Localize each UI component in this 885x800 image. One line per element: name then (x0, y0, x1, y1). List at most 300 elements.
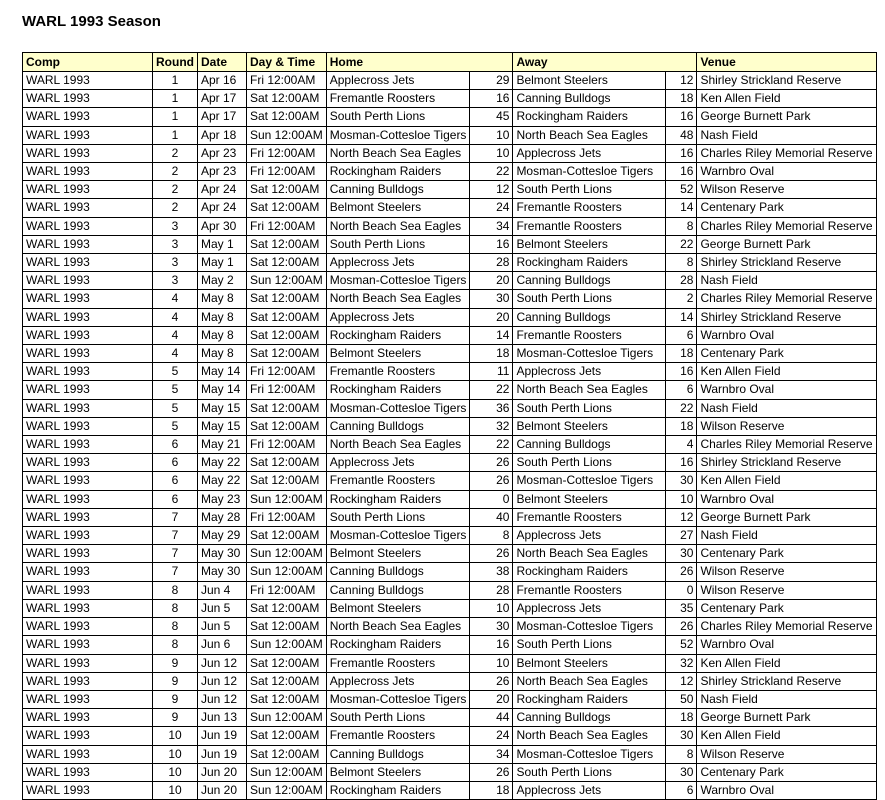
away-score-cell: 8 (666, 745, 697, 763)
day-time-cell: Sun 12:00AM (247, 763, 327, 781)
home-team-cell: North Beach Sea Eagles (326, 217, 470, 235)
comp-cell: WARL 1993 (23, 254, 153, 272)
comp-cell: WARL 1993 (23, 399, 153, 417)
fixture-row (23, 563, 877, 581)
away-team-cell: Fremantle Roosters (513, 326, 666, 344)
fixture-row (23, 636, 877, 654)
round-cell: 9 (153, 709, 198, 727)
comp-cell: WARL 1993 (23, 490, 153, 508)
day-time-cell: Sat 12:00AM (247, 290, 327, 308)
fixture-row (23, 254, 877, 272)
venue-cell: Nash Field (697, 690, 876, 708)
round-cell: 5 (153, 399, 198, 417)
round-cell: 6 (153, 454, 198, 472)
day-time-cell: Sat 12:00AM (247, 235, 327, 253)
round-cell: 10 (153, 745, 198, 763)
col-header-home: Home (326, 53, 513, 72)
venue-cell: Wilson Reserve (697, 745, 876, 763)
away-team-cell: Belmont Steelers (513, 490, 666, 508)
fixture-row (23, 199, 877, 217)
fixture-row (23, 181, 877, 199)
comp-cell: WARL 1993 (23, 290, 153, 308)
day-time-cell: Sat 12:00AM (247, 417, 327, 435)
home-score-cell: 29 (470, 72, 513, 90)
comp-cell: WARL 1993 (23, 654, 153, 672)
round-cell: 10 (153, 781, 198, 799)
fixture-row (23, 727, 877, 745)
comp-cell: WARL 1993 (23, 636, 153, 654)
comp-cell: WARL 1993 (23, 363, 153, 381)
home-team-cell: North Beach Sea Eagles (326, 618, 470, 636)
away-team-cell: Mosman-Cottesloe Tigers (513, 618, 666, 636)
away-team-cell: Fremantle Roosters (513, 199, 666, 217)
venue-cell: Wilson Reserve (697, 417, 876, 435)
round-cell: 6 (153, 472, 198, 490)
comp-cell: WARL 1993 (23, 199, 153, 217)
day-time-cell: Sat 12:00AM (247, 472, 327, 490)
home-score-cell: 16 (470, 636, 513, 654)
away-score-cell: 2 (666, 290, 697, 308)
day-time-cell: Sat 12:00AM (247, 108, 327, 126)
comp-cell: WARL 1993 (23, 272, 153, 290)
venue-cell: Ken Allen Field (697, 90, 876, 108)
away-score-cell: 12 (666, 672, 697, 690)
away-score-cell: 28 (666, 272, 697, 290)
home-team-cell: Canning Bulldogs (326, 581, 470, 599)
away-score-cell: 16 (666, 163, 697, 181)
away-team-cell: Mosman-Cottesloe Tigers (513, 163, 666, 181)
round-cell: 2 (153, 163, 198, 181)
venue-cell: Wilson Reserve (697, 581, 876, 599)
home-score-cell: 40 (470, 508, 513, 526)
table-header-row (23, 53, 877, 72)
day-time-cell: Fri 12:00AM (247, 508, 327, 526)
away-score-cell: 0 (666, 581, 697, 599)
venue-cell: Warnbro Oval (697, 381, 876, 399)
comp-cell: WARL 1993 (23, 527, 153, 545)
date-cell: May 29 (198, 527, 247, 545)
venue-cell: Wilson Reserve (697, 181, 876, 199)
home-team-cell: Applecross Jets (326, 254, 470, 272)
away-score-cell: 16 (666, 144, 697, 162)
away-team-cell: Rockingham Raiders (513, 563, 666, 581)
fixture-row (23, 781, 877, 799)
away-team-cell: Canning Bulldogs (513, 90, 666, 108)
col-header-round: Round (153, 53, 198, 72)
away-team-cell: Belmont Steelers (513, 417, 666, 435)
away-team-cell: Canning Bulldogs (513, 709, 666, 727)
home-score-cell: 26 (470, 763, 513, 781)
away-score-cell: 8 (666, 254, 697, 272)
day-time-cell: Sat 12:00AM (247, 181, 327, 199)
home-team-cell: Fremantle Roosters (326, 654, 470, 672)
comp-cell: WARL 1993 (23, 436, 153, 454)
day-time-cell: Fri 12:00AM (247, 436, 327, 454)
home-team-cell: Rockingham Raiders (326, 326, 470, 344)
home-score-cell: 24 (470, 727, 513, 745)
comp-cell: WARL 1993 (23, 217, 153, 235)
fixture-row (23, 581, 877, 599)
home-team-cell: North Beach Sea Eagles (326, 144, 470, 162)
date-cell: May 21 (198, 436, 247, 454)
day-time-cell: Sun 12:00AM (247, 709, 327, 727)
away-team-cell: Applecross Jets (513, 144, 666, 162)
date-cell: Apr 30 (198, 217, 247, 235)
fixtures-table (22, 52, 877, 800)
home-score-cell: 36 (470, 399, 513, 417)
away-score-cell: 18 (666, 345, 697, 363)
fixture-row (23, 163, 877, 181)
day-time-cell: Sat 12:00AM (247, 727, 327, 745)
round-cell: 5 (153, 381, 198, 399)
fixture-row (23, 126, 877, 144)
away-score-cell: 12 (666, 508, 697, 526)
round-cell: 9 (153, 690, 198, 708)
fixture-row (23, 363, 877, 381)
fixture-row (23, 326, 877, 344)
round-cell: 3 (153, 254, 198, 272)
day-time-cell: Sun 12:00AM (247, 545, 327, 563)
venue-cell: George Burnett Park (697, 508, 876, 526)
away-team-cell: Fremantle Roosters (513, 581, 666, 599)
round-cell: 1 (153, 90, 198, 108)
fixture-row (23, 690, 877, 708)
home-team-cell: Rockingham Raiders (326, 781, 470, 799)
home-score-cell: 44 (470, 709, 513, 727)
home-team-cell: Belmont Steelers (326, 345, 470, 363)
home-team-cell: Applecross Jets (326, 454, 470, 472)
date-cell: May 1 (198, 254, 247, 272)
away-score-cell: 6 (666, 381, 697, 399)
home-team-cell: South Perth Lions (326, 108, 470, 126)
comp-cell: WARL 1993 (23, 454, 153, 472)
home-score-cell: 10 (470, 144, 513, 162)
away-team-cell: Canning Bulldogs (513, 272, 666, 290)
date-cell: Apr 24 (198, 199, 247, 217)
comp-cell: WARL 1993 (23, 599, 153, 617)
round-cell: 6 (153, 436, 198, 454)
comp-cell: WARL 1993 (23, 618, 153, 636)
away-score-cell: 18 (666, 709, 697, 727)
home-score-cell: 26 (470, 472, 513, 490)
round-cell: 7 (153, 563, 198, 581)
fixture-row (23, 709, 877, 727)
home-team-cell: Belmont Steelers (326, 763, 470, 781)
comp-cell: WARL 1993 (23, 72, 153, 90)
fixture-row (23, 399, 877, 417)
fixture-row (23, 217, 877, 235)
round-cell: 5 (153, 417, 198, 435)
away-team-cell: South Perth Lions (513, 399, 666, 417)
round-cell: 4 (153, 326, 198, 344)
comp-cell: WARL 1993 (23, 345, 153, 363)
away-team-cell: South Perth Lions (513, 636, 666, 654)
home-team-cell: Mosman-Cottesloe Tigers (326, 399, 470, 417)
home-score-cell: 16 (470, 235, 513, 253)
day-time-cell: Sun 12:00AM (247, 490, 327, 508)
date-cell: May 1 (198, 235, 247, 253)
date-cell: May 8 (198, 326, 247, 344)
away-team-cell: Rockingham Raiders (513, 690, 666, 708)
venue-cell: Charles Riley Memorial Reserve (697, 290, 876, 308)
venue-cell: Nash Field (697, 126, 876, 144)
fixture-row (23, 527, 877, 545)
away-team-cell: South Perth Lions (513, 290, 666, 308)
day-time-cell: Sat 12:00AM (247, 527, 327, 545)
date-cell: Apr 18 (198, 126, 247, 144)
home-score-cell: 26 (470, 672, 513, 690)
home-score-cell: 24 (470, 199, 513, 217)
home-score-cell: 22 (470, 436, 513, 454)
date-cell: Jun 20 (198, 763, 247, 781)
round-cell: 8 (153, 636, 198, 654)
fixture-row (23, 490, 877, 508)
venue-cell: Nash Field (697, 527, 876, 545)
fixture-row (23, 308, 877, 326)
day-time-cell: Sat 12:00AM (247, 654, 327, 672)
away-score-cell: 30 (666, 727, 697, 745)
venue-cell: Shirley Strickland Reserve (697, 72, 876, 90)
home-team-cell: Rockingham Raiders (326, 163, 470, 181)
home-score-cell: 18 (470, 345, 513, 363)
away-team-cell: South Perth Lions (513, 454, 666, 472)
away-team-cell: Applecross Jets (513, 363, 666, 381)
home-score-cell: 8 (470, 527, 513, 545)
home-score-cell: 10 (470, 126, 513, 144)
round-cell: 3 (153, 235, 198, 253)
round-cell: 1 (153, 108, 198, 126)
day-time-cell: Sun 12:00AM (247, 272, 327, 290)
round-cell: 5 (153, 363, 198, 381)
fixture-row (23, 599, 877, 617)
venue-cell: Ken Allen Field (697, 654, 876, 672)
col-header-date: Date (198, 53, 247, 72)
away-score-cell: 18 (666, 90, 697, 108)
round-cell: 2 (153, 181, 198, 199)
venue-cell: Warnbro Oval (697, 781, 876, 799)
fixture-row (23, 345, 877, 363)
venue-cell: Centenary Park (697, 545, 876, 563)
round-cell: 8 (153, 599, 198, 617)
round-cell: 8 (153, 581, 198, 599)
venue-cell: Centenary Park (697, 199, 876, 217)
away-score-cell: 16 (666, 363, 697, 381)
date-cell: May 14 (198, 363, 247, 381)
away-score-cell: 18 (666, 417, 697, 435)
away-team-cell: Canning Bulldogs (513, 436, 666, 454)
away-score-cell: 6 (666, 781, 697, 799)
away-team-cell: Mosman-Cottesloe Tigers (513, 345, 666, 363)
date-cell: Apr 16 (198, 72, 247, 90)
round-cell: 10 (153, 727, 198, 745)
day-time-cell: Sat 12:00AM (247, 199, 327, 217)
comp-cell: WARL 1993 (23, 381, 153, 399)
day-time-cell: Sun 12:00AM (247, 781, 327, 799)
home-score-cell: 10 (470, 599, 513, 617)
away-team-cell: Fremantle Roosters (513, 217, 666, 235)
home-score-cell: 30 (470, 290, 513, 308)
home-team-cell: Belmont Steelers (326, 545, 470, 563)
home-team-cell: South Perth Lions (326, 709, 470, 727)
home-team-cell: Belmont Steelers (326, 199, 470, 217)
fixture-row (23, 381, 877, 399)
date-cell: May 8 (198, 345, 247, 363)
round-cell: 7 (153, 545, 198, 563)
venue-cell: Charles Riley Memorial Reserve (697, 144, 876, 162)
date-cell: Jun 12 (198, 654, 247, 672)
date-cell: May 22 (198, 454, 247, 472)
date-cell: May 2 (198, 272, 247, 290)
away-score-cell: 6 (666, 326, 697, 344)
venue-cell: Centenary Park (697, 763, 876, 781)
away-team-cell: Fremantle Roosters (513, 508, 666, 526)
away-score-cell: 14 (666, 199, 697, 217)
away-score-cell: 30 (666, 545, 697, 563)
home-team-cell: Mosman-Cottesloe Tigers (326, 690, 470, 708)
venue-cell: Charles Riley Memorial Reserve (697, 436, 876, 454)
away-score-cell: 26 (666, 618, 697, 636)
home-team-cell: Applecross Jets (326, 672, 470, 690)
venue-cell: Warnbro Oval (697, 326, 876, 344)
fixture-row (23, 472, 877, 490)
venue-cell: Warnbro Oval (697, 490, 876, 508)
comp-cell: WARL 1993 (23, 308, 153, 326)
away-score-cell: 22 (666, 235, 697, 253)
day-time-cell: Sat 12:00AM (247, 90, 327, 108)
round-cell: 9 (153, 672, 198, 690)
home-score-cell: 20 (470, 308, 513, 326)
away-score-cell: 4 (666, 436, 697, 454)
comp-cell: WARL 1993 (23, 763, 153, 781)
day-time-cell: Sat 12:00AM (247, 326, 327, 344)
home-team-cell: Mosman-Cottesloe Tigers (326, 527, 470, 545)
home-score-cell: 14 (470, 326, 513, 344)
venue-cell: Nash Field (697, 399, 876, 417)
date-cell: Jun 4 (198, 581, 247, 599)
away-team-cell: North Beach Sea Eagles (513, 545, 666, 563)
col-header-away: Away (513, 53, 697, 72)
fixture-row (23, 672, 877, 690)
round-cell: 1 (153, 126, 198, 144)
day-time-cell: Fri 12:00AM (247, 163, 327, 181)
home-team-cell: Fremantle Roosters (326, 727, 470, 745)
home-score-cell: 22 (470, 163, 513, 181)
venue-cell: Charles Riley Memorial Reserve (697, 217, 876, 235)
home-score-cell: 32 (470, 417, 513, 435)
date-cell: May 28 (198, 508, 247, 526)
home-score-cell: 20 (470, 690, 513, 708)
home-score-cell: 38 (470, 563, 513, 581)
away-score-cell: 32 (666, 654, 697, 672)
comp-cell: WARL 1993 (23, 508, 153, 526)
fixture-row (23, 508, 877, 526)
comp-cell: WARL 1993 (23, 745, 153, 763)
away-team-cell: Applecross Jets (513, 599, 666, 617)
venue-cell: Centenary Park (697, 345, 876, 363)
comp-cell: WARL 1993 (23, 472, 153, 490)
home-score-cell: 28 (470, 581, 513, 599)
round-cell: 10 (153, 763, 198, 781)
comp-cell: WARL 1993 (23, 672, 153, 690)
home-team-cell: Rockingham Raiders (326, 636, 470, 654)
home-score-cell: 22 (470, 381, 513, 399)
day-time-cell: Fri 12:00AM (247, 381, 327, 399)
fixture-row (23, 654, 877, 672)
fixture-row (23, 72, 877, 90)
home-team-cell: Applecross Jets (326, 308, 470, 326)
day-time-cell: Sat 12:00AM (247, 308, 327, 326)
date-cell: May 14 (198, 381, 247, 399)
away-team-cell: North Beach Sea Eagles (513, 381, 666, 399)
venue-cell: Ken Allen Field (697, 363, 876, 381)
home-score-cell: 0 (470, 490, 513, 508)
fixture-row (23, 144, 877, 162)
away-team-cell: South Perth Lions (513, 763, 666, 781)
day-time-cell: Fri 12:00AM (247, 217, 327, 235)
day-time-cell: Fri 12:00AM (247, 72, 327, 90)
comp-cell: WARL 1993 (23, 181, 153, 199)
date-cell: Jun 13 (198, 709, 247, 727)
date-cell: May 8 (198, 290, 247, 308)
away-score-cell: 16 (666, 454, 697, 472)
away-team-cell: Mosman-Cottesloe Tigers (513, 745, 666, 763)
day-time-cell: Sat 12:00AM (247, 399, 327, 417)
venue-cell: Shirley Strickland Reserve (697, 672, 876, 690)
venue-cell: George Burnett Park (697, 235, 876, 253)
home-team-cell: Belmont Steelers (326, 599, 470, 617)
away-team-cell: North Beach Sea Eagles (513, 672, 666, 690)
round-cell: 3 (153, 272, 198, 290)
fixture-row (23, 272, 877, 290)
round-cell: 3 (153, 217, 198, 235)
home-score-cell: 16 (470, 90, 513, 108)
away-team-cell: Belmont Steelers (513, 654, 666, 672)
col-header-comp: Comp (23, 53, 153, 72)
away-team-cell: Canning Bulldogs (513, 308, 666, 326)
away-score-cell: 48 (666, 126, 697, 144)
away-score-cell: 14 (666, 308, 697, 326)
date-cell: Jun 5 (198, 618, 247, 636)
home-team-cell: Applecross Jets (326, 72, 470, 90)
venue-cell: Ken Allen Field (697, 727, 876, 745)
date-cell: Apr 23 (198, 144, 247, 162)
venue-cell: Wilson Reserve (697, 563, 876, 581)
away-score-cell: 26 (666, 563, 697, 581)
date-cell: Apr 24 (198, 181, 247, 199)
round-cell: 8 (153, 618, 198, 636)
venue-cell: George Burnett Park (697, 709, 876, 727)
venue-cell: Warnbro Oval (697, 163, 876, 181)
day-time-cell: Fri 12:00AM (247, 581, 327, 599)
comp-cell: WARL 1993 (23, 126, 153, 144)
away-team-cell: North Beach Sea Eagles (513, 126, 666, 144)
home-team-cell: Canning Bulldogs (326, 417, 470, 435)
day-time-cell: Sat 12:00AM (247, 745, 327, 763)
round-cell: 4 (153, 345, 198, 363)
date-cell: Apr 23 (198, 163, 247, 181)
date-cell: May 15 (198, 417, 247, 435)
home-score-cell: 18 (470, 781, 513, 799)
day-time-cell: Sat 12:00AM (247, 599, 327, 617)
round-cell: 4 (153, 290, 198, 308)
venue-cell: Charles Riley Memorial Reserve (697, 618, 876, 636)
home-score-cell: 20 (470, 272, 513, 290)
round-cell: 6 (153, 490, 198, 508)
away-score-cell: 52 (666, 181, 697, 199)
home-team-cell: Fremantle Roosters (326, 472, 470, 490)
date-cell: Jun 5 (198, 599, 247, 617)
day-time-cell: Sat 12:00AM (247, 690, 327, 708)
